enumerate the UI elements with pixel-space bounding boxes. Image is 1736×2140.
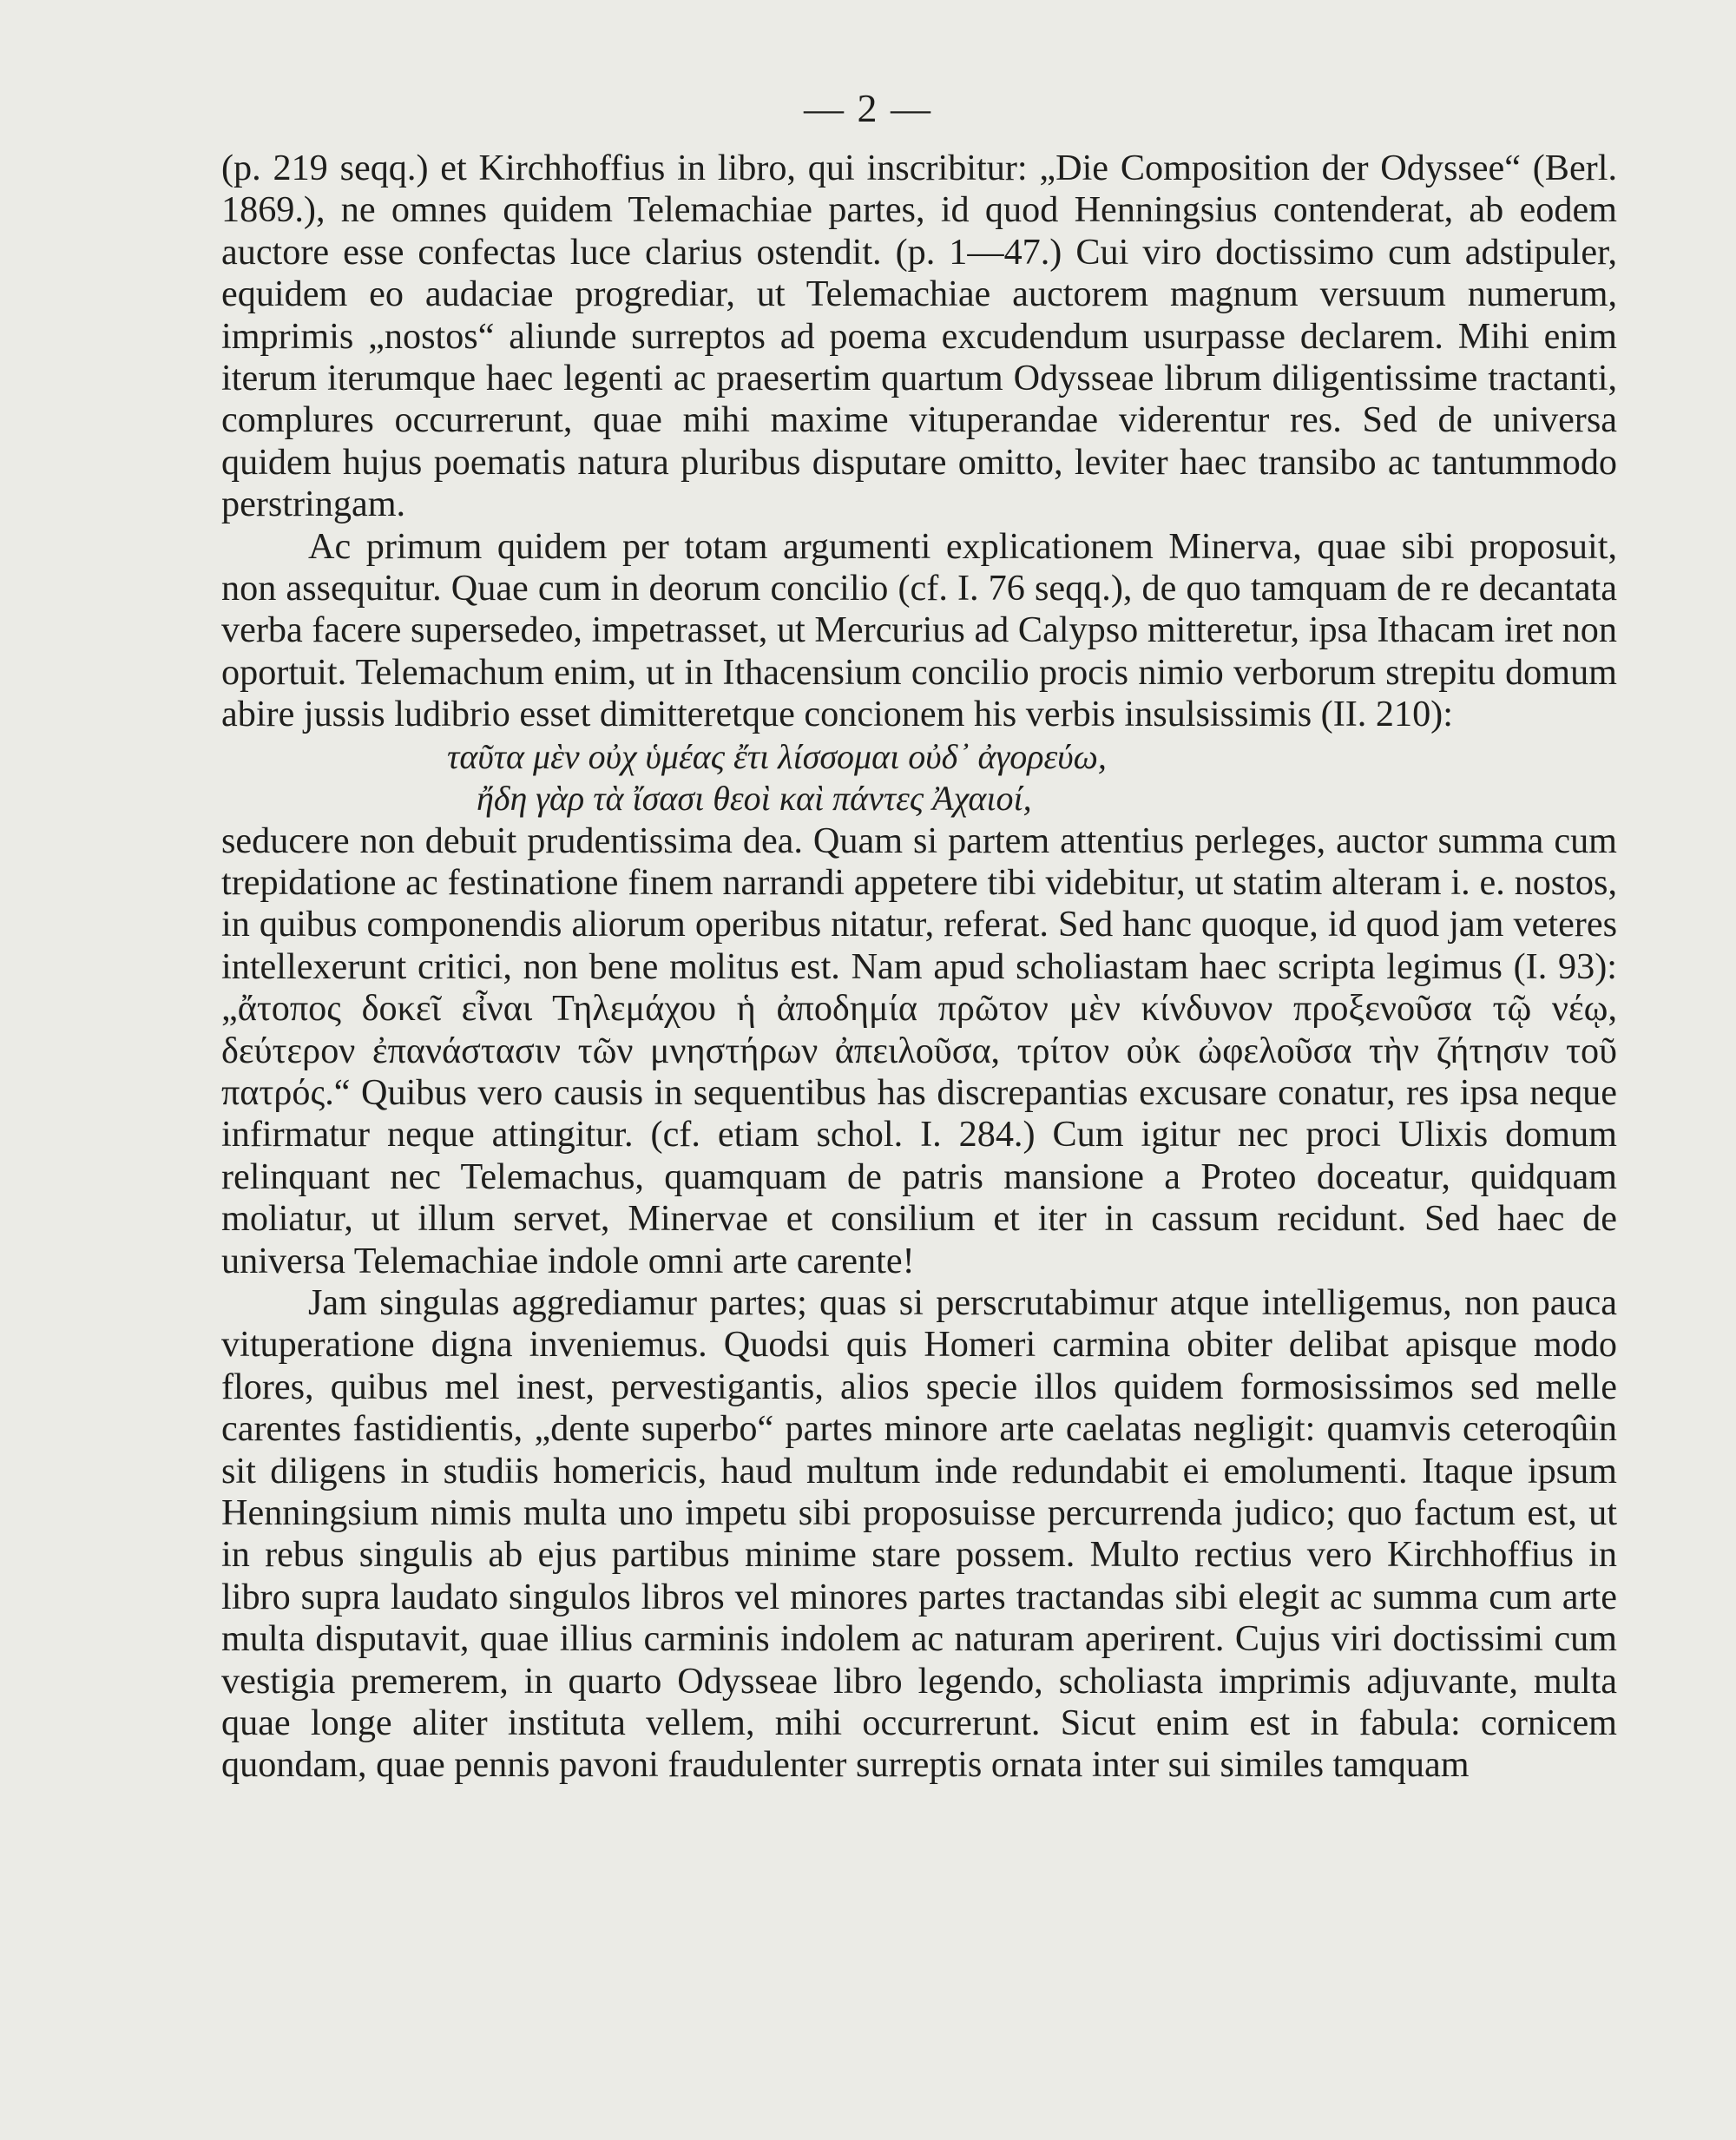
paragraph: Jam singulas aggrediamur partes; quas si perscrutabimur atque intelligemus, non pauca vituperatione digna inveniemus. Quodsi quis Homeri carmina obiter delibat apisque modo flores, quibus mel inest, pervestigantis, alios specie illos quidem formosissimos sed melle carentes fastidientis, „dente superbo“ partes minore arte caelatas negligit: quamvis ceteroqûin sit diligens in studiis homericis, haud multum inde redundabit ei emolumenti. Itaque ipsum Henningsium nimis multa uno impetu sibi proposuisse percurrenda judico; quo factum est, ut in rebus singulis ab ejus partibus minime stare possem. Multo rectius vero Kirchhoffius in libro supra laudato singulos libros vel minores partes tractandas sibi elegit ac summa cum arte multa disputavit, quae illius carminis indolem ac naturam aperirent. Cujus viri doctissimi cum vestigia premerem, in quarto Odysseae libro legendo, scholiasta imprimis adjuvante, multa quae longe aliter instituta vellem, mihi occurrerunt. Sicut enim est in fabula: cornicem quondam, quae pennis pavoni fraudulenter surreptis ornata inter sui similes tamquam bbox=[221, 1281, 1617, 1786]
body-text bbox=[221, 148, 1617, 1787]
paragraph: seducere non debuit prudentissima dea. Quam si partem attentius perleges, auctor summa cum trepidatione ac festinatione finem narrandi appetere tibi videbitur, ut statim alteram i. e. nostos, in quibus componendis aliorum operibus nitatur, referat. Sed hanc quoque, id quod jam veteres intellexerunt critici, non bene molitus est. Nam apud scholiastam haec scripta legimus (I. 93): „ἄτοπος δοκεῖ εἶναι Τηλεμάχου ἡ ἀποδημία πρῶτον μὲν κίνδυνον προξενοῦσα τῷ νέῳ, δεύτερον ἐπανάστασιν τῶν μνηστήρων ἀπειλοῦσα, τρίτον οὐκ ὠφελοῦσα τὴν ζήτησιν τοῦ πατρός.“ Quibus vero causis in sequentibus has discrepantias excusare conatur, res ipsa neque infirmatur neque attingitur. (cf. etiam schol. I. 284.) Cum igitur nec proci Ulixis domum relinquant nec Telemachus, quamquam de patris mansione a Proteo doceatur, quidquam moliatur, ut illum servet, Minervae et consilium et iter in cassum recidunt. Sed haec de universa Telemachiae indole omni arte carente! bbox=[221, 820, 1617, 1281]
page-number: — 2 — bbox=[804, 86, 932, 130]
greek-verse-line: ταῦτα μὲν οὐχ ὑμέας ἔτι λίσσομαι οὐδ᾽ ἀγορεύω, bbox=[447, 736, 1107, 776]
paragraph: Ac primum quidem per totam argumenti explicationem Minerva, quae sibi proposuit, non assequitur. Quae cum in deorum concilio (cf. I. 76 seqq.), de quo tamquam de re decantata verba facere supersedeo, impetrasset, ut Mercurius ad Calypso mitteretur, ipsa Ithacam iret non oportuit. Telemachum enim, ut in Ithacensium concilio procis nimio verborum strepitu domum abire jussis ludibrio esset dimitteretque concionem his verbis insulsissimis (II. 210): bbox=[221, 525, 1617, 735]
greek-verse-line: ἤδη γὰρ τὰ ἴσασι θεοὶ καὶ πάντες Ἀχαιοί, bbox=[477, 779, 1032, 819]
paragraph: (p. 219 seqq.) et Kirchhoffius in libro, qui inscribitur: „Die Composition der Odyssee“ (Berl. 1869.), ne omnes quidem Telemachiae partes, id quod Henningsius contenderat, ab eodem auctore esse confectas luce clarius ostendit. (p. 1—47.) Cui viro doctissimo cum adstipuler, equidem eo audaciae progrediar, ut Telemachiae auctorem magnum versuum numerum, imprimis „nostos“ aliunde surreptos ad poema excudendum usurpasse declarem. Mihi enim iterum iterumque haec legenti ac praesertim quartum Odysseae librum diligentissime tractanti, complures occurrerunt, quae mihi maxime vituperandae viderentur res. Sed de universa quidem hujus poematis natura pluribus disputare omitto, leviter haec transibo ac tantummodo perstringam. bbox=[221, 148, 1617, 525]
